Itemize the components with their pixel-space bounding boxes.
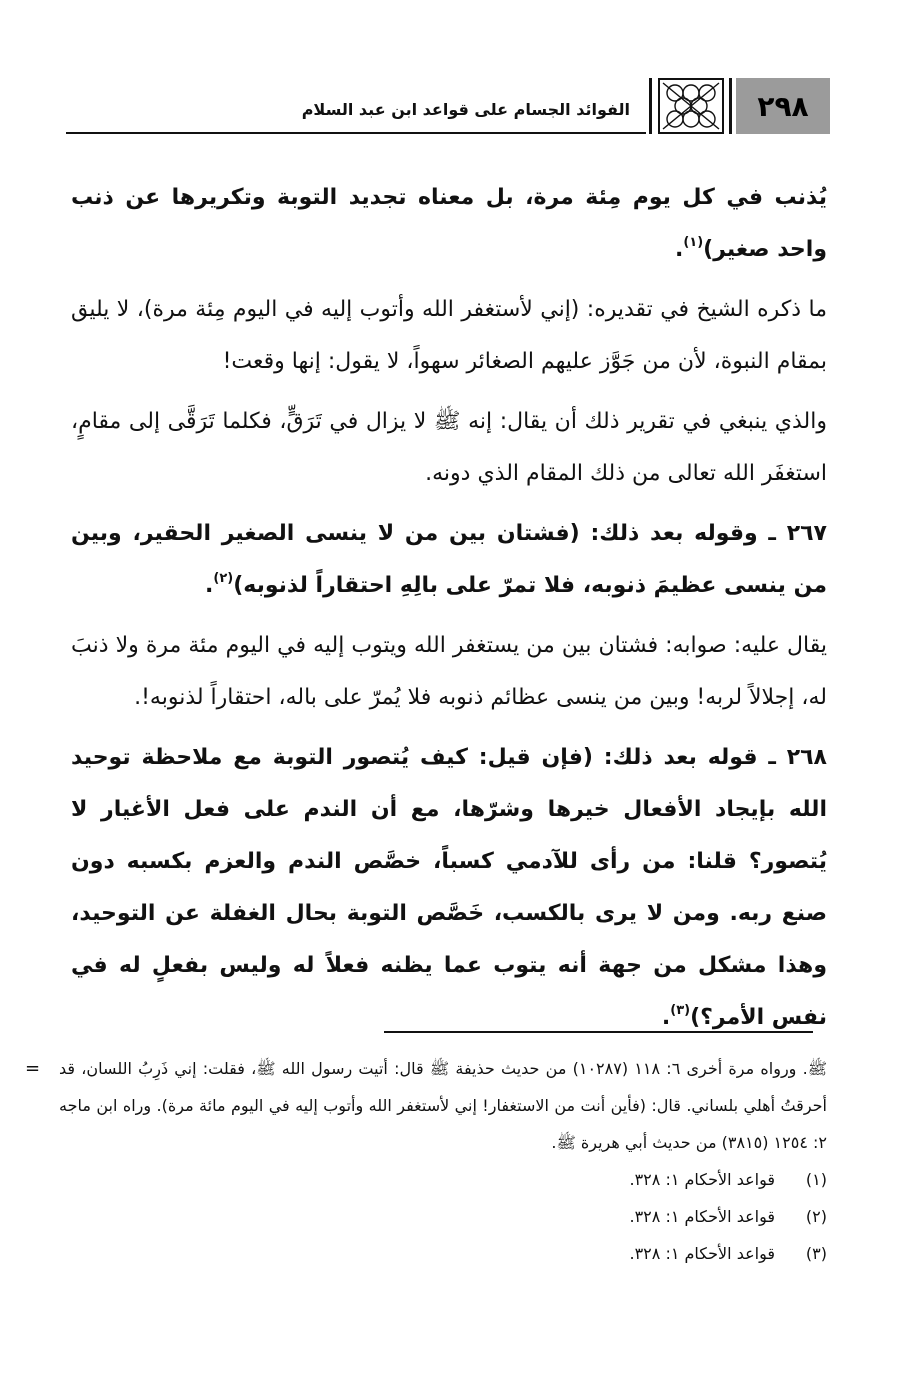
footnote-item [59,1235,827,1272]
footnote-ref: (١) [683,235,704,250]
page-number: ٢٩٨ [736,78,830,134]
footnote-ref: (٣) [670,1003,691,1018]
paragraph: ٢٦٨ ـ قوله بعد ذلك: (فإن قيل: كيف يُتصور التوبة مع ملاحظة توحيد الله بإيجاد الأفعال خيرها وشرّها، مع أن الندم على فعل الأغيار لا يُتصور؟ قلنا: من رأى للآدمي كسباً، خصَّص الندم والعزم بكسبه دون صنع ربه. ومن لا يرى بالكسب، خَصَّص التوبة بحال الغفلة عن التوحيد، وهذا مشكل من جهة أنه يتوب عما يظنه فعلاً له وليس بفعلٍ له في نفس الأمر؟)$^{(٣)}$. [71,745,827,1030]
header-divider [729,78,732,134]
running-title: الفوائد الجسام على قواعد ابن عبد السلام [301,100,630,119]
footnote-item [59,1161,827,1198]
footnote-separator [384,1031,813,1033]
ornament-icon [658,78,724,134]
header-divider [649,78,652,134]
footnote-ref: (٢) [213,571,234,586]
footnote-text: قواعد الأحكام ١: ٣٢٨. [629,1170,775,1189]
paragraph: ما ذكره الشيخ في تقديره: (إني لأستغفر الله وأتوب إليه في اليوم مِئة مرة)، لا يليق بمقام النبوة، لأن من جَوَّز عليهم الصغائر سهواً، لا يقول: إنها وقعت! [71,297,827,374]
page-header [66,78,830,138]
footnote-continuation: = ﷺ. ورواه مرة أخرى ٦: ١١٨ (١٠٢٨٧) من حديث حذيفة ﷺ قال: أتيت رسول الله ﷺ، فقلت: إني ذَرِبُ اللسان، قد أحرقتُ أهلي بلساني. قال: (فأين أنت من الاستغفار! إني لأستغفر الله وأتوب إليه في اليوم مائة مرة). وراه ابن ماجه ٢: ١٢٥٤ (٣٨١٥) من حديث أبي هريرة ﷺ. [59,1050,827,1161]
main-text [71,172,827,1044]
paragraph: يقال عليه: صوابه: فشتان بين من يستغفر الله ويتوب إليه في اليوم مئة مرة ولا ذنبَ له، إجلالاً لربه! وبين من ينسى عظائم ذنوبه فلا يُمرّ على باله، احتقاراً لذنوبه!. [71,633,827,710]
footnote-item [59,1198,827,1235]
footnote-number: (٣) [805,1244,827,1263]
paragraph: والذي ينبغي في تقرير ذلك أن يقال: إنه ﷺ لا يزال في تَرَقٍّ، فكلما تَرَقَّى إلى مقامٍ، استغفَر الله تعالى من ذلك المقام الذي دونه. [71,409,827,486]
paragraph: يُذنب في كل يوم مِئة مرة، بل معناه تجديد التوبة وتكريرها عن ذنب واحد صغير)$^{(١)}$. [71,185,827,262]
footnote-number: (٢) [805,1207,827,1226]
paragraph: ٢٦٧ ـ وقوله بعد ذلك: (فشتان بين من لا ينسى الصغير الحقير، وبين من ينسى عظيمَ ذنوبه، فلا تمرّ على بالِهِ احتقاراً لذنوبه)$^{(٢)}$. [71,521,827,598]
continuation-marker: = [25,1058,41,1079]
footnote-text: قواعد الأحكام ١: ٣٢٨. [629,1244,775,1263]
footnotes [25,1050,828,1272]
header-rule [66,132,646,134]
footnote-text: قواعد الأحكام ١: ٣٢٨. [629,1207,775,1226]
footnote-number: (١) [805,1170,827,1189]
